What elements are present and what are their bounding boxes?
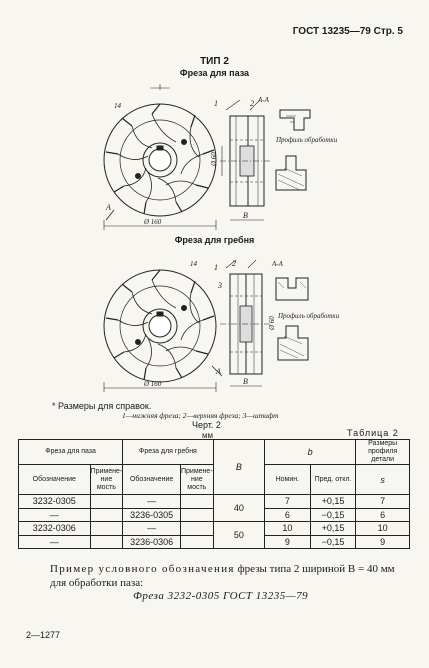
B-value-50: 50	[213, 522, 264, 549]
standard-number: ГОСТ 13235—79	[292, 26, 371, 37]
outer-diameter-label: Ø 160	[144, 380, 162, 388]
outer-diameter-label: Ø 160	[144, 218, 162, 226]
header-groove-applicability: Применение мость	[90, 465, 123, 495]
header-deviation: Пред. откл.	[310, 465, 356, 495]
header-ridge-applicability: Применение мость	[181, 465, 214, 495]
header-nominal: Номин.	[265, 465, 311, 495]
part1-label: 1	[214, 263, 218, 272]
view-a-label: А	[106, 203, 111, 212]
header-groove: Фреза для паза	[19, 440, 123, 465]
angle-label: 14	[190, 260, 197, 268]
figure-caption: Черт. 2	[192, 420, 221, 430]
header-ridge: Фреза для гребня	[123, 440, 213, 465]
fig1-title: Фреза для паза	[179, 68, 250, 78]
width-label: В	[243, 211, 248, 220]
table-title: Таблица 2	[347, 428, 399, 438]
section-label: А-А	[272, 260, 283, 268]
part3-label: 3	[218, 281, 222, 290]
section-label: А-А	[258, 96, 269, 104]
table-row: 3232-0305 — 40 7 +0,15 7	[19, 495, 410, 509]
angle-label: 14	[114, 102, 121, 110]
ridge-cutter-drawing	[100, 248, 340, 398]
example-designation: Фреза 3232-0305 ГОСТ 13235—79	[133, 590, 309, 602]
footer-code: 2—1277	[26, 630, 61, 640]
part2-label: 2	[232, 259, 236, 268]
width-label: В	[243, 377, 248, 386]
table-row: — 3236-0306 9 −0,15 9	[19, 535, 410, 549]
page-number: Стр. 5	[373, 26, 403, 37]
table-row: — 3236-0305 6 −0,15 6	[19, 508, 410, 522]
part1-label: 1	[214, 99, 218, 108]
profile-label: Профиль обработки	[276, 136, 338, 144]
page-header	[293, 26, 403, 37]
example-lead: Пример условного обозначения	[50, 563, 235, 575]
spec-table	[18, 439, 410, 549]
footnote-legend: 1—нижняя фреза; 2—верхняя фреза; 3—штифт	[122, 411, 279, 420]
footnote: * Размеры для справок.	[52, 401, 152, 411]
header-ridge-designation: Обозначение	[123, 465, 181, 495]
profile-label: Профиль обработки	[278, 312, 340, 320]
part2-label: 2	[250, 99, 254, 108]
table-row: 3232-0306 — 50 10 +0,15 10	[19, 522, 410, 536]
example-body: фрезы типа 2 шириной B = 40 мм для обработки паза:	[50, 563, 395, 589]
example-paragraph	[50, 562, 412, 590]
view-a-label: А	[216, 367, 221, 376]
header-b: b	[265, 440, 356, 465]
header-B: B	[213, 440, 264, 495]
header-s: s	[356, 465, 410, 495]
hub-diameter-label: Ø 60	[210, 152, 218, 166]
header-groove-designation: Обозначение	[19, 465, 91, 495]
hub-diameter-label: Ø 60	[268, 316, 276, 330]
units-label: мм	[202, 431, 213, 440]
groove-cutter-drawing	[100, 80, 340, 230]
type-title: ТИП 2	[200, 56, 229, 67]
header-profile: Размеры профиля детали	[356, 440, 410, 465]
fig2-title: Фреза для гребня	[174, 235, 255, 245]
B-value-40: 40	[213, 495, 264, 522]
